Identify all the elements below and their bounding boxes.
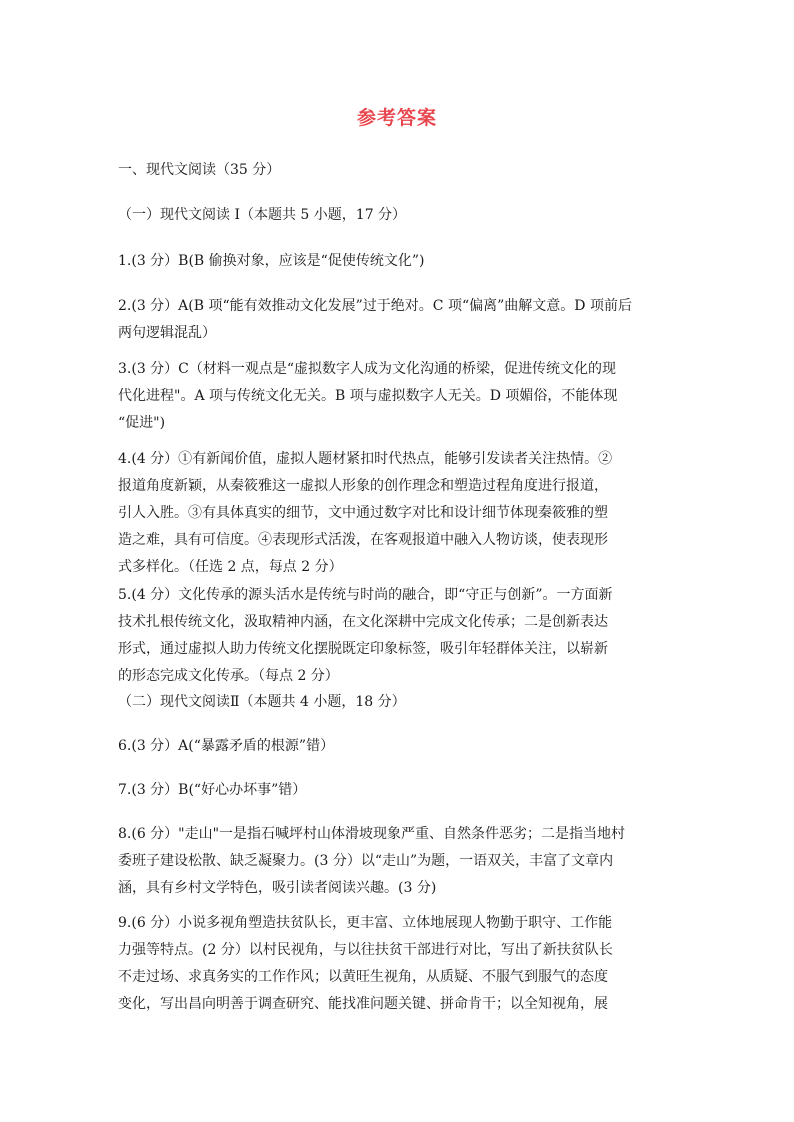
page-title: 参考答案 bbox=[356, 107, 437, 129]
text-line: 变化，写出昌向明善于调查研究、能找准问题关键、拼命肯干；以全知视角，展 bbox=[118, 996, 608, 1012]
text-line: 9.(6 分）小说多视角塑造扶贫队长，更丰富、立体地展现人物勤于职守、工作能 bbox=[118, 915, 613, 931]
subsection-heading bbox=[118, 202, 678, 229]
answer-item-4 bbox=[118, 446, 678, 581]
answer-item-3 bbox=[118, 356, 678, 437]
text-line: 一、现代文阅读（35 分） bbox=[118, 162, 281, 178]
text-line: 1.(3 分）B(B 偷换对象，应该是“促使传统文化”) bbox=[118, 253, 425, 269]
text-line: 2.(3 分）A(B 项“能有效推动文化发展”过于绝对。C 项“偏离”曲解文意。D 项前后 bbox=[118, 298, 632, 314]
text-line: （一）现代文阅读 I（本题共 5 小题，17 分） bbox=[118, 207, 407, 223]
text-line: 6.(3 分）A(“暴露矛盾的根源”错） bbox=[118, 738, 335, 754]
text-line: 4.(4 分）①有新闻价值，虚拟人题材紧扣时代热点，能够引发读者关注热情。② bbox=[118, 451, 613, 467]
text-line: 涵，具有乡村文学特色，吸引读者阅读兴趣。(3 分) bbox=[118, 880, 437, 896]
answer-item-9 bbox=[118, 910, 678, 1018]
text-line: （二）现代文阅读Ⅱ（本题共 4 小题，18 分） bbox=[118, 694, 406, 710]
text-line: “促进") bbox=[118, 415, 166, 431]
text-line: 的形态完成文化传承。（每点 2 分） bbox=[118, 668, 339, 684]
text-line: 力强等特点。(2 分）以村民视角，与以往扶贫干部进行对比，写出了新扶贫队长 bbox=[118, 942, 613, 958]
subsection-heading bbox=[118, 689, 678, 716]
section-heading bbox=[118, 157, 678, 184]
answer-item-2 bbox=[118, 293, 678, 347]
text-line: 报道角度新颖，从秦筱雅这一虚拟人形象的创作理念和塑造过程角度进行报道， bbox=[118, 478, 608, 494]
answer-item-1 bbox=[118, 248, 678, 275]
text-line: 8.(6 分）"走山"一是指石喊坪村山体滑坡现象严重、自然条件恶劣；二是指当地村 bbox=[118, 826, 626, 842]
text-line: 两句逻辑混乱） bbox=[118, 325, 216, 341]
answer-item-8 bbox=[118, 821, 678, 902]
text-line: 式多样化。（任选 2 点，每点 2 分） bbox=[118, 559, 343, 575]
text-line: 技术扎根传统文化，汲取精神内涵，在文化深耕中完成文化传承；二是创新表达 bbox=[118, 614, 608, 630]
text-line: 造之难，具有可信度。④表现形式活泼，在客观报道中融入人物访谈，使表现形 bbox=[118, 532, 608, 548]
answer-item-6 bbox=[118, 733, 678, 760]
text-line: 5.(4 分）文化传承的源头活水是传统与时尚的融合，即“守正与创新”。一方面新 bbox=[118, 587, 613, 603]
text-line: 引人入胜。③有具体真实的细节，文中通过数字对比和设计细节体现秦筱雅的塑 bbox=[118, 505, 608, 521]
text-line: 7.(3 分）B(“好心办坏事”错） bbox=[118, 782, 307, 798]
text-line: 3.(3 分）C（材料一观点是“虚拟数字人成为文化沟通的桥梁，促进传统文化的现 bbox=[118, 361, 617, 377]
text-line: 不走过场、求真务实的工作作风；以黄旺生视角，从质疑、不服气到服气的态度 bbox=[118, 969, 608, 985]
text-line: 代化进程"。A 项与传统文化无关。B 项与虚拟数字人无关。D 项媚俗，不能体现 bbox=[118, 388, 618, 404]
answer-item-5 bbox=[118, 582, 678, 690]
answer-item-7 bbox=[118, 777, 678, 804]
text-line: 委班子建设松散、缺乏凝聚力。(3 分）以“走山”为题，一语双关，丰富了文章内 bbox=[118, 853, 614, 869]
text-line: 形式，通过虚拟人助力传统文化摆脱既定印象标签，吸引年轻群体关注，以崭新 bbox=[118, 641, 608, 657]
